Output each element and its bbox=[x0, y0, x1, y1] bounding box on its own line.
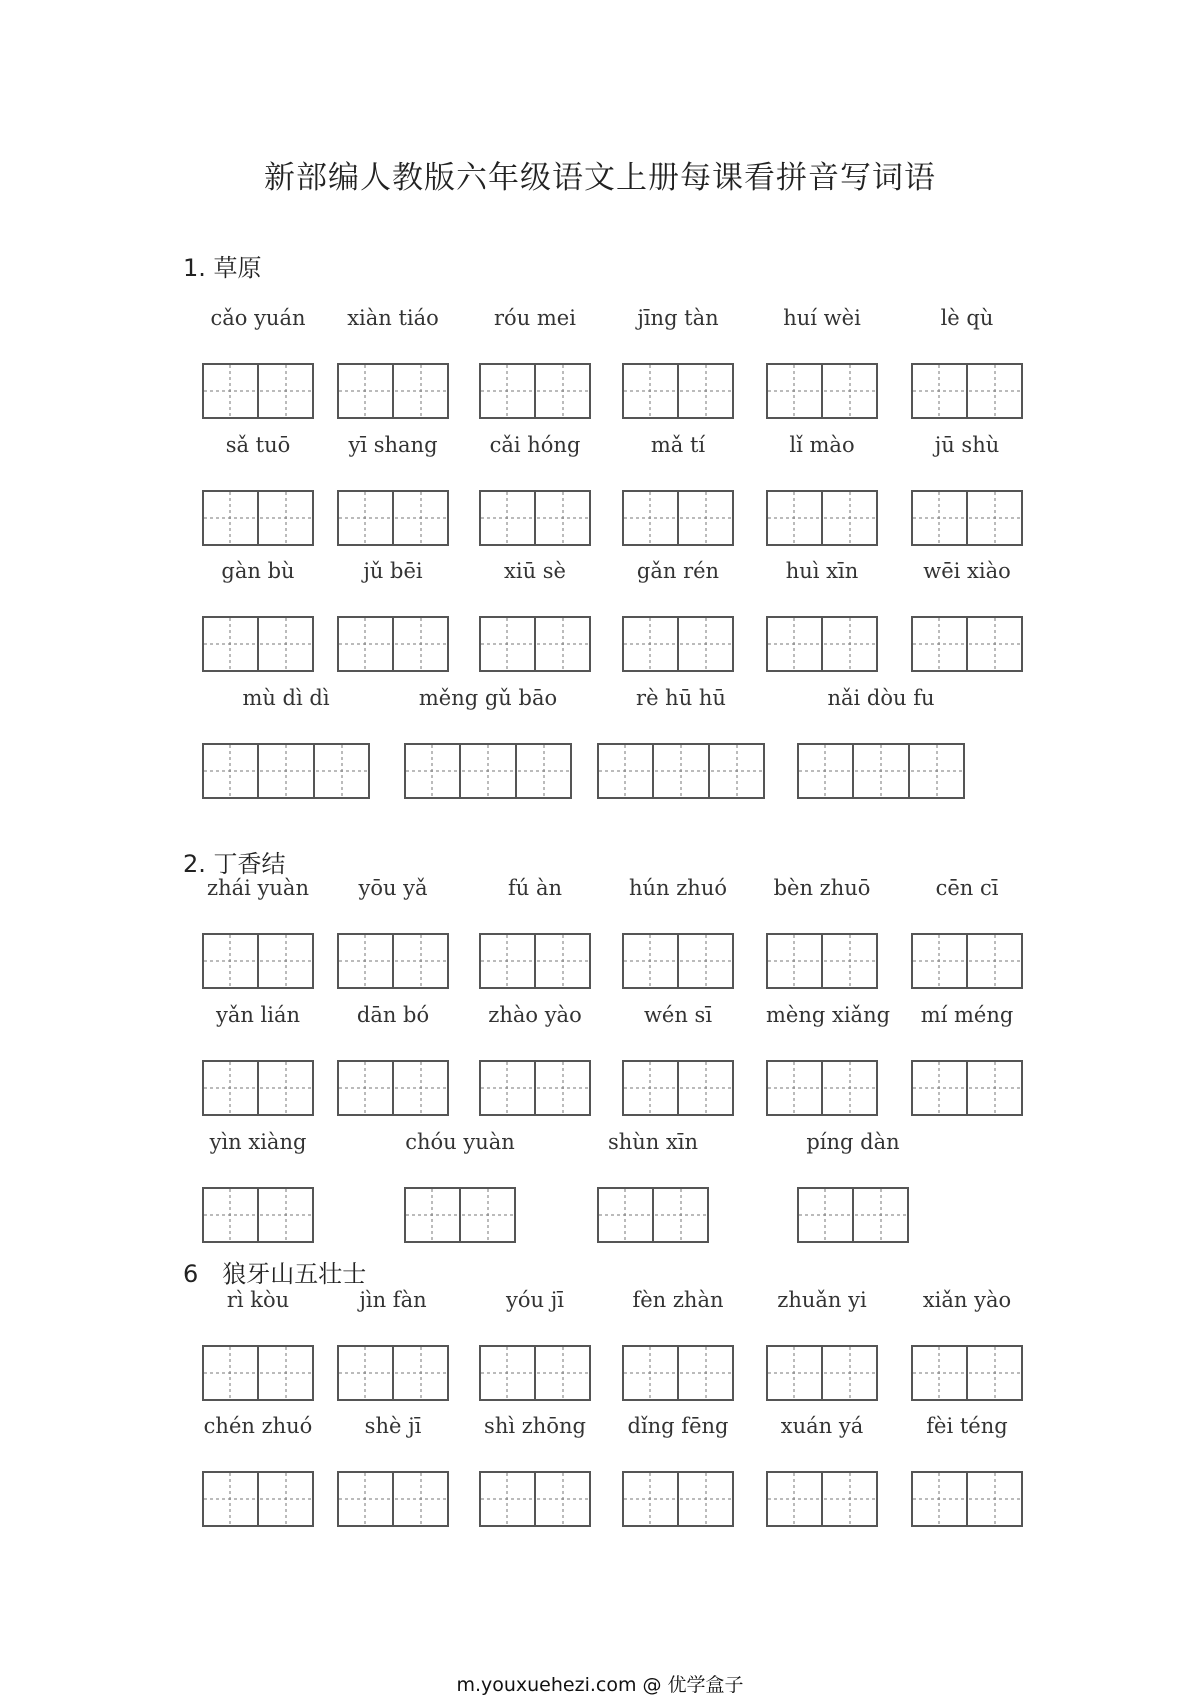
pinyin-prompt: dān bó bbox=[356, 1003, 430, 1027]
pinyin-prompt: zhái yuàn bbox=[207, 876, 309, 900]
writing-box[interactable] bbox=[622, 933, 734, 989]
page-title: 新部编人教版六年级语文上册每课看拼音写词语 bbox=[264, 160, 936, 196]
pinyin-prompt: mí méng bbox=[920, 1003, 1014, 1027]
pinyin-prompt: yóu jī bbox=[506, 1288, 564, 1312]
section-heading: 2. 丁香结 bbox=[183, 850, 286, 878]
pinyin-prompt: cēn cī bbox=[935, 876, 999, 900]
writing-box[interactable] bbox=[622, 616, 734, 672]
pinyin-prompt: jìn fàn bbox=[359, 1288, 427, 1312]
pinyin-prompt: wén sī bbox=[643, 1003, 713, 1027]
writing-box[interactable] bbox=[479, 1060, 591, 1116]
writing-box[interactable] bbox=[337, 1471, 449, 1527]
pinyin-prompt: rì kòu bbox=[226, 1288, 290, 1312]
pinyin-prompt: mù dì dì bbox=[242, 686, 330, 710]
pinyin-prompt: huì xīn bbox=[785, 559, 859, 583]
writing-box[interactable] bbox=[337, 1060, 449, 1116]
writing-box[interactable] bbox=[202, 490, 314, 546]
writing-box[interactable] bbox=[766, 1345, 878, 1401]
writing-box[interactable] bbox=[202, 1060, 314, 1116]
writing-box[interactable] bbox=[202, 1187, 314, 1243]
pinyin-prompt: xiàn tiáo bbox=[347, 306, 439, 330]
writing-box[interactable] bbox=[911, 1471, 1023, 1527]
pinyin-prompt: yī shang bbox=[348, 433, 438, 457]
pinyin-prompt: shùn xīn bbox=[607, 1130, 699, 1154]
writing-box[interactable] bbox=[202, 933, 314, 989]
writing-box[interactable] bbox=[622, 1060, 734, 1116]
writing-box[interactable] bbox=[202, 363, 314, 419]
pinyin-prompt: jīng tàn bbox=[637, 306, 719, 330]
writing-box[interactable] bbox=[479, 363, 591, 419]
pinyin-prompt: mèng xiǎng bbox=[766, 1003, 891, 1027]
pinyin-prompt: cǎo yuán bbox=[210, 306, 306, 330]
pinyin-prompt: sǎ tuō bbox=[225, 433, 291, 457]
pinyin-prompt: shè jī bbox=[364, 1414, 422, 1438]
writing-box[interactable] bbox=[202, 1471, 314, 1527]
writing-box[interactable] bbox=[622, 490, 734, 546]
section-heading: 6 狼牙山五壮士 bbox=[183, 1260, 367, 1288]
pinyin-prompt: hún zhuó bbox=[628, 876, 727, 900]
writing-box[interactable] bbox=[479, 933, 591, 989]
pinyin-prompt: xuán yá bbox=[780, 1414, 864, 1438]
pinyin-prompt: jū shù bbox=[934, 433, 1000, 457]
writing-box[interactable] bbox=[797, 743, 965, 799]
writing-box[interactable] bbox=[766, 490, 878, 546]
pinyin-prompt: gǎn rén bbox=[636, 559, 720, 583]
pinyin-prompt: fèi téng bbox=[926, 1414, 1008, 1438]
pinyin-prompt: chóu yuàn bbox=[405, 1130, 515, 1154]
pinyin-prompt: mǎ tí bbox=[650, 433, 706, 457]
writing-box[interactable] bbox=[766, 933, 878, 989]
writing-box[interactable] bbox=[202, 743, 370, 799]
writing-box[interactable] bbox=[622, 1471, 734, 1527]
writing-box[interactable] bbox=[337, 490, 449, 546]
pinyin-prompt: yǎn lián bbox=[215, 1003, 301, 1027]
writing-box[interactable] bbox=[911, 1060, 1023, 1116]
writing-box[interactable] bbox=[766, 363, 878, 419]
pinyin-prompt: lè qù bbox=[940, 306, 994, 330]
writing-box[interactable] bbox=[202, 616, 314, 672]
pinyin-prompt: yìn xiàng bbox=[209, 1130, 307, 1154]
writing-box[interactable] bbox=[911, 490, 1023, 546]
pinyin-prompt: měng gǔ bāo bbox=[418, 686, 558, 710]
writing-box[interactable] bbox=[766, 616, 878, 672]
writing-box[interactable] bbox=[597, 743, 765, 799]
pinyin-prompt: cǎi hóng bbox=[489, 433, 581, 457]
pinyin-prompt: nǎi dòu fu bbox=[827, 686, 935, 710]
pinyin-prompt: lǐ mào bbox=[789, 433, 855, 457]
writing-box[interactable] bbox=[479, 1471, 591, 1527]
pinyin-prompt: píng dàn bbox=[806, 1130, 900, 1154]
writing-box[interactable] bbox=[337, 616, 449, 672]
writing-box[interactable] bbox=[766, 1471, 878, 1527]
writing-box[interactable] bbox=[479, 490, 591, 546]
writing-box[interactable] bbox=[479, 616, 591, 672]
footer-watermark: m.youxuehezi.com @ 优学盒子 bbox=[456, 1674, 744, 1696]
writing-box[interactable] bbox=[911, 616, 1023, 672]
pinyin-prompt: gàn bù bbox=[221, 559, 295, 583]
writing-box[interactable] bbox=[622, 1345, 734, 1401]
writing-box[interactable] bbox=[479, 1345, 591, 1401]
writing-box[interactable] bbox=[911, 933, 1023, 989]
writing-box[interactable] bbox=[911, 1345, 1023, 1401]
pinyin-prompt: chén zhuó bbox=[203, 1414, 313, 1438]
writing-box[interactable] bbox=[911, 363, 1023, 419]
pinyin-prompt: fú àn bbox=[507, 876, 563, 900]
writing-box[interactable] bbox=[337, 933, 449, 989]
pinyin-prompt: shì zhōng bbox=[484, 1414, 586, 1438]
pinyin-prompt: zhuǎn yi bbox=[777, 1288, 867, 1312]
writing-box[interactable] bbox=[404, 743, 572, 799]
writing-box[interactable] bbox=[797, 1187, 909, 1243]
pinyin-prompt: róu mei bbox=[494, 306, 576, 330]
pinyin-prompt: zhào yào bbox=[488, 1003, 582, 1027]
pinyin-prompt: wēi xiào bbox=[923, 559, 1011, 583]
pinyin-prompt: dǐng fēng bbox=[627, 1414, 729, 1438]
pinyin-prompt: rè hū hū bbox=[636, 686, 726, 710]
pinyin-prompt: huí wèi bbox=[783, 306, 861, 330]
pinyin-prompt: xiū sè bbox=[504, 559, 566, 583]
writing-box[interactable] bbox=[597, 1187, 709, 1243]
writing-box[interactable] bbox=[337, 1345, 449, 1401]
pinyin-prompt: jǔ bēi bbox=[363, 559, 423, 583]
pinyin-prompt: xiǎn yào bbox=[922, 1288, 1012, 1312]
writing-box[interactable] bbox=[622, 363, 734, 419]
section-heading: 1. 草原 bbox=[183, 254, 262, 282]
writing-box[interactable] bbox=[337, 363, 449, 419]
writing-box[interactable] bbox=[766, 1060, 878, 1116]
pinyin-prompt: fèn zhàn bbox=[632, 1288, 724, 1312]
writing-box[interactable] bbox=[404, 1187, 516, 1243]
pinyin-prompt: yōu yǎ bbox=[358, 876, 428, 900]
pinyin-prompt: bèn zhuō bbox=[773, 876, 871, 900]
writing-box[interactable] bbox=[202, 1345, 314, 1401]
